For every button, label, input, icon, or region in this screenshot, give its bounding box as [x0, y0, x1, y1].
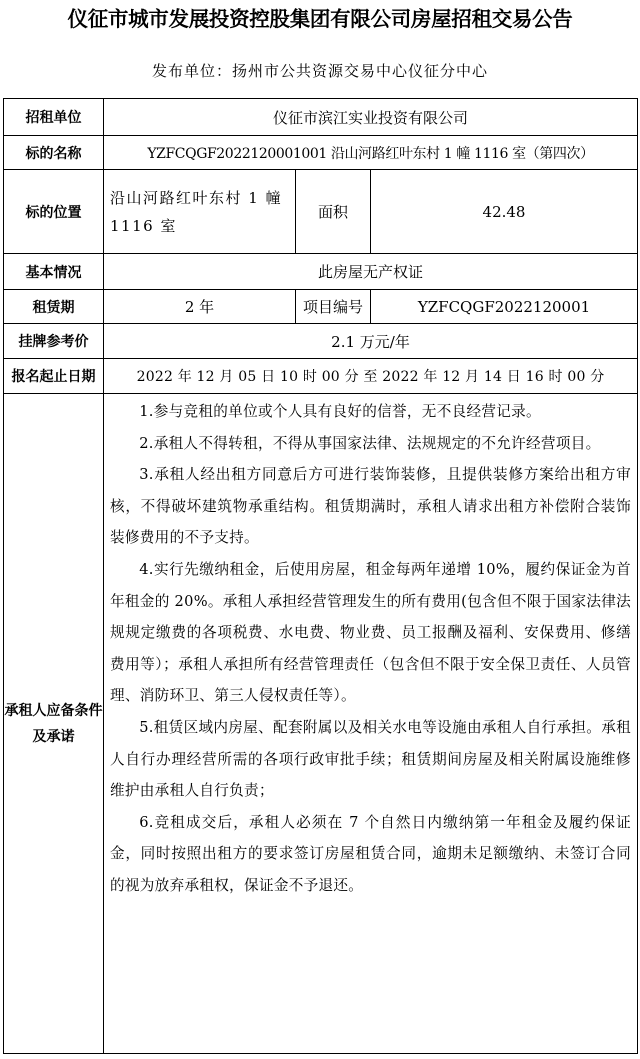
area-label: 面积 [296, 170, 371, 254]
condition-item-3: 3.承租人经出租方同意后方可进行装饰装修，且提供装修方案给出租方审核，不得破坏建筑物承重结构。租赁期满时，承租人请求出租方补偿附合装饰装修费用的不予支持。 [110, 466, 632, 547]
price-label: 挂牌参考价 [4, 324, 104, 359]
condition-item-2: 2.承租人不得转租，不得从事国家法律、法规规定的不允许经营项目。 [139, 434, 601, 452]
tender-info-table [3, 98, 638, 1054]
table-row-conditions [4, 394, 638, 1054]
project-number-value: YZFCQGF2022120001 [371, 290, 638, 324]
term-label: 租赁期 [4, 290, 104, 324]
table-row-subject [4, 136, 638, 170]
lessor-value: 仪征市滨江实业投资有限公司 [104, 99, 638, 136]
table-row-term [4, 290, 638, 324]
conditions-label [4, 394, 104, 1054]
table-row-lessor [4, 99, 638, 136]
basic-label: 基本情况 [4, 254, 104, 290]
location-value: 沿山河路红叶东村 1 幢 1116 室 [104, 170, 296, 254]
basic-value: 此房屋无产权证 [104, 254, 638, 290]
condition-item-6: 6.竞租成交后，承租人必须在 7 个自然日内缴纳第一年租金及履约保证金，同时按照出租方的要求签订房屋租赁合同，逾期未足额缴纳、未签订合同的视为放弃承租权，保证金不予退还。 [110, 813, 632, 894]
publisher-line: 发布单位：扬州市公共资源交易中心仪征分中心 [151, 62, 488, 80]
price-value: 2.1 万元/年 [104, 324, 638, 359]
area-value: 42.48 [371, 170, 638, 254]
conditions-content [104, 394, 638, 1054]
condition-item-1: 1.参与竞租的单位或个人具有良好的信誉，无不良经营记录。 [139, 403, 541, 420]
table-row-dates [4, 359, 638, 394]
condition-item-5: 5.租赁区域内房屋、配套附属以及相关水电等设施由承租人自行承担。承租人自行办理经营所需的各项行政审批手续；租赁期间房屋及相关附属设施维修维护由承租人自行负责； [110, 718, 632, 800]
subject-label: 标的名称 [4, 136, 104, 170]
condition-item-4: 4.实行先缴纳租金，后使用房屋，租金每两年递增 10%，履约保证金为首年租金的 20%。承租人承担经营管理发生的所有费用(包含但不限于国家法律法规规定缴费的各项税费、水电费、物业费、员工报酬及福利、安保费用、修缮费用等）；承租人承担所有经营管理责任（包含但不限于安全保卫责任、人员管理、消防环卫、第三人侵权责任等）。 [110, 560, 632, 705]
table-row-location [4, 170, 638, 254]
dates-label: 报名起止日期 [4, 359, 104, 394]
lessor-label: 招租单位 [4, 99, 104, 136]
table-row-basic [4, 254, 638, 290]
project-number-label: 项目编号 [296, 290, 371, 324]
subject-value: YZFCQGF2022120001001 沿山河路红叶东村 1 幢 1116 室（第四次） [104, 136, 638, 170]
dates-value: 2022 年 12 月 05 日 10 时 00 分 至 2022 年 12 月 14 日 16 时 00 分 [104, 359, 638, 394]
table-row-price [4, 324, 638, 359]
document-title: 仪征市城市发展投资控股集团有限公司房屋招租交易公告 [67, 7, 573, 31]
location-label: 标的位置 [4, 170, 104, 254]
conditions-label-line1: 承租人应备条件 [4, 702, 103, 719]
conditions-label-line2: 及承诺 [32, 728, 75, 745]
term-value: 2 年 [104, 290, 296, 324]
